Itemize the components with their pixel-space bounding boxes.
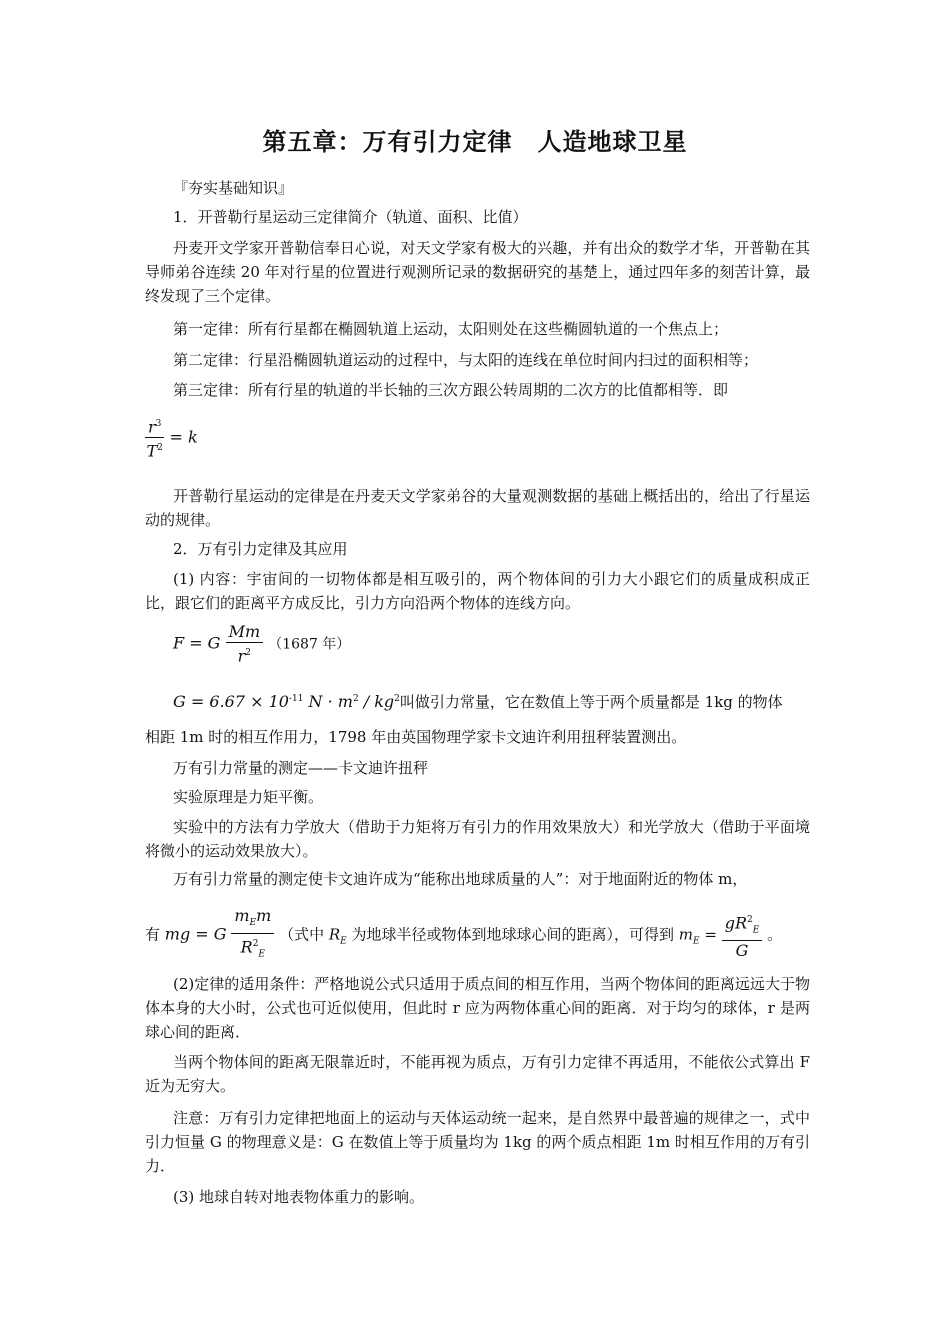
section-2-content: (1) 内容：宇宙间的一切物体都是相互吸引的，两个物体间的引力大小跟它们的质量成积成正比，跟它们的距离平方成反比，引力方向沿两个物体的连线方向。 bbox=[145, 570, 810, 612]
experiment-principle: 实验原理是力矩平衡。 bbox=[173, 788, 324, 806]
gravitational-constant: $G = 6.67 \times 10^{-11}$ $N \cdot m^2 / kg^2$叫做引力常量，它在数值上等于两个质量都是 1kg 的物体 bbox=[173, 692, 783, 711]
weigh-earth-text: 万有引力常量的测定使卡文迪许成为“能称出地球质量的人”：对于地面附近的物体 m， bbox=[173, 870, 748, 888]
kepler-law-3: 第三定律：所有行星的轨道的半长轴的三次方跟公转周期的二次方的比值都相等．即 bbox=[173, 381, 729, 399]
earth-rotation-effect: (3) 地球自转对地表物体重力的影响。 bbox=[173, 1188, 425, 1206]
kepler-law-2: 第二定律：行星沿椭圆轨道运动的过程中，与太阳的连线在单位时间内扫过的面积相等； bbox=[173, 351, 759, 369]
section-1-title: 1．开普勒行星运动三定律简介（轨道、面积、比值） bbox=[173, 208, 528, 226]
gravitational-constant-cont: 相距 1m 时的相互作用力，1798 年由英国物理学家卡文迪许利用扭秤装置测出。 bbox=[145, 728, 687, 746]
section-1-summary: 开普勒行星运动的定律是在丹麦天文学家弟谷的大量观测数据的基础上概括出的，给出了行星运动的规律。 bbox=[145, 487, 810, 529]
section-1-intro: 丹麦开文学家开普勒信奉日心说，对天文学家有极大的兴趣，并有出众的数学才华，开普勒在其导师弟谷连续 20 年对行星的位置进行观测所记录的数据研究的基楚上，通过四年多的刻苦计算，最终发现了三个定律。 bbox=[145, 239, 810, 305]
measurement-title: 万有引力常量的测定——卡文迪许扭秤 bbox=[173, 759, 429, 777]
kepler-law-1: 第一定律：所有行星都在椭圆轨道上运动，太阳则处在这些椭圆轨道的一个焦点上； bbox=[173, 320, 729, 338]
gravity-formula: F = G $\frac{Mm}{r^2}$ （1687 年） bbox=[173, 622, 351, 666]
earth-mass-formula: 有 mg = G $\frac{m_Em}{R^2_E}$ （式中 $R_E$ 为地球半径或物体到地球球心间的距离），可得到 $m_E$ = $\frac{gR^2_E}{G}$ 。 bbox=[145, 906, 783, 961]
page-title: 第五章：万有引力定律 人造地球卫星 bbox=[262, 128, 688, 156]
universal-law-note: 注意：万有引力定律把地面上的运动与天体运动统一起来，是自然界中最普遍的规律之一，式中引力恒量 G 的物理意义是：G 在数值上等于质量均为 1kg 的两个质点相距 1m 时相互作用的万有引力． bbox=[145, 1109, 810, 1175]
section-header: 『夯实基础知识』 bbox=[173, 179, 294, 197]
near-distance-note: 当两个物体间的距离无限靠近时，不能再视为质点，万有引力定律不再适用，不能依公式算出 F 近为无穷大。 bbox=[145, 1053, 810, 1095]
kepler-formula: $\frac{r^3}{T^2}$ = k bbox=[145, 414, 198, 462]
experiment-method: 实验中的方法有力学放大（借助于力矩将万有引力的作用效果放大）和光学放大（借助于平面境将微小的运动效果放大）。 bbox=[145, 818, 810, 860]
applicability-conditions: (2)定律的适用条件：严格地说公式只适用于质点间的相互作用，当两个物体间的距离远远大于物体本身的大小时，公式也可近似使用，但此时 r 应为两物体重心间的距离．对于均匀的球体，r 是两球心间的距离． bbox=[145, 975, 810, 1041]
section-2-title: 2．万有引力定律及其应用 bbox=[173, 540, 348, 558]
